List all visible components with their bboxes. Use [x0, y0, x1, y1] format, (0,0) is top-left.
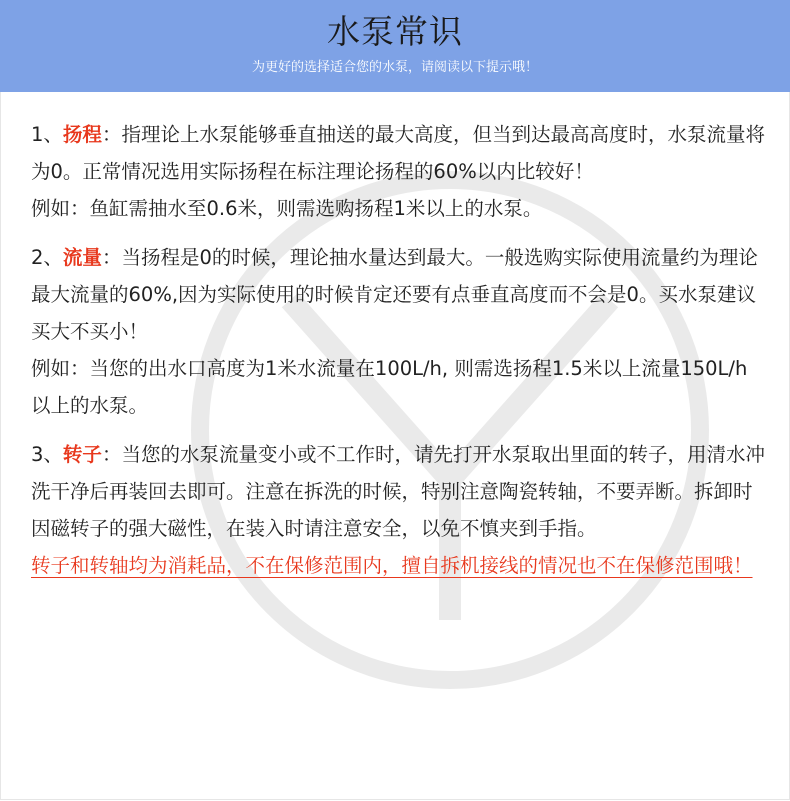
- section-number: 3、: [31, 443, 63, 466]
- section-number: 1、: [31, 123, 63, 146]
- header-banner: [0, 0, 790, 92]
- page-title: 水泵常识: [327, 12, 463, 51]
- section-head-lift: [31, 116, 766, 190]
- section-text: ：当您的水泵流量变小或不工作时，请先打开水泵取出里面的转子，用清水冲洗干净后再装回去即可。注意在拆洗的时候，特别注意陶瓷转轴，不要弄断。拆卸时因磁转子的强大磁性，在装入时请注意安全，以免不慎夹到手指。: [31, 443, 765, 540]
- warranty-warning: [31, 547, 766, 584]
- page-subtitle: 为更好的选择适合您的水泵，请阅读以下提示哦！: [251, 60, 538, 75]
- section-rotor: [31, 436, 766, 547]
- keyword-flow-rate: 流量: [62, 246, 102, 269]
- section-example-flow: 例如：当您的出水口高度为1米水流量在100L/h, 则需选扬程1.5米以上流量150L/h以上的水泵。: [31, 357, 748, 417]
- section-text: ：当扬程是0的时候，理论抽水量达到最大。一般选购实际使用流量约为理论最大流量的60%,因为实际使用的时候肯定还要有点垂直高度而不会是0。买水泵建议买大不买小！: [31, 246, 758, 343]
- section-flow-rate: [31, 239, 766, 350]
- section-example-lift: 例如：鱼缸需抽水至0.6米，则需选购扬程1米以上的水泵。: [31, 197, 543, 220]
- tips-content: [31, 116, 766, 584]
- keyword-head-lift: 扬程: [62, 123, 102, 146]
- warning-text: 转子和转轴均为消耗品，不在保修范围内，擅自拆机接线的情况也不在保修范围哦！: [31, 554, 753, 577]
- section-number: 2、: [31, 246, 63, 269]
- section-text: ：指理论上水泵能够垂直抽送的最大高度，但当到达最高高度时，水泵流量将为0。正常情况选用实际扬程在标注理论扬程的60%以内比较好！: [31, 123, 765, 183]
- keyword-rotor: 转子: [62, 443, 102, 466]
